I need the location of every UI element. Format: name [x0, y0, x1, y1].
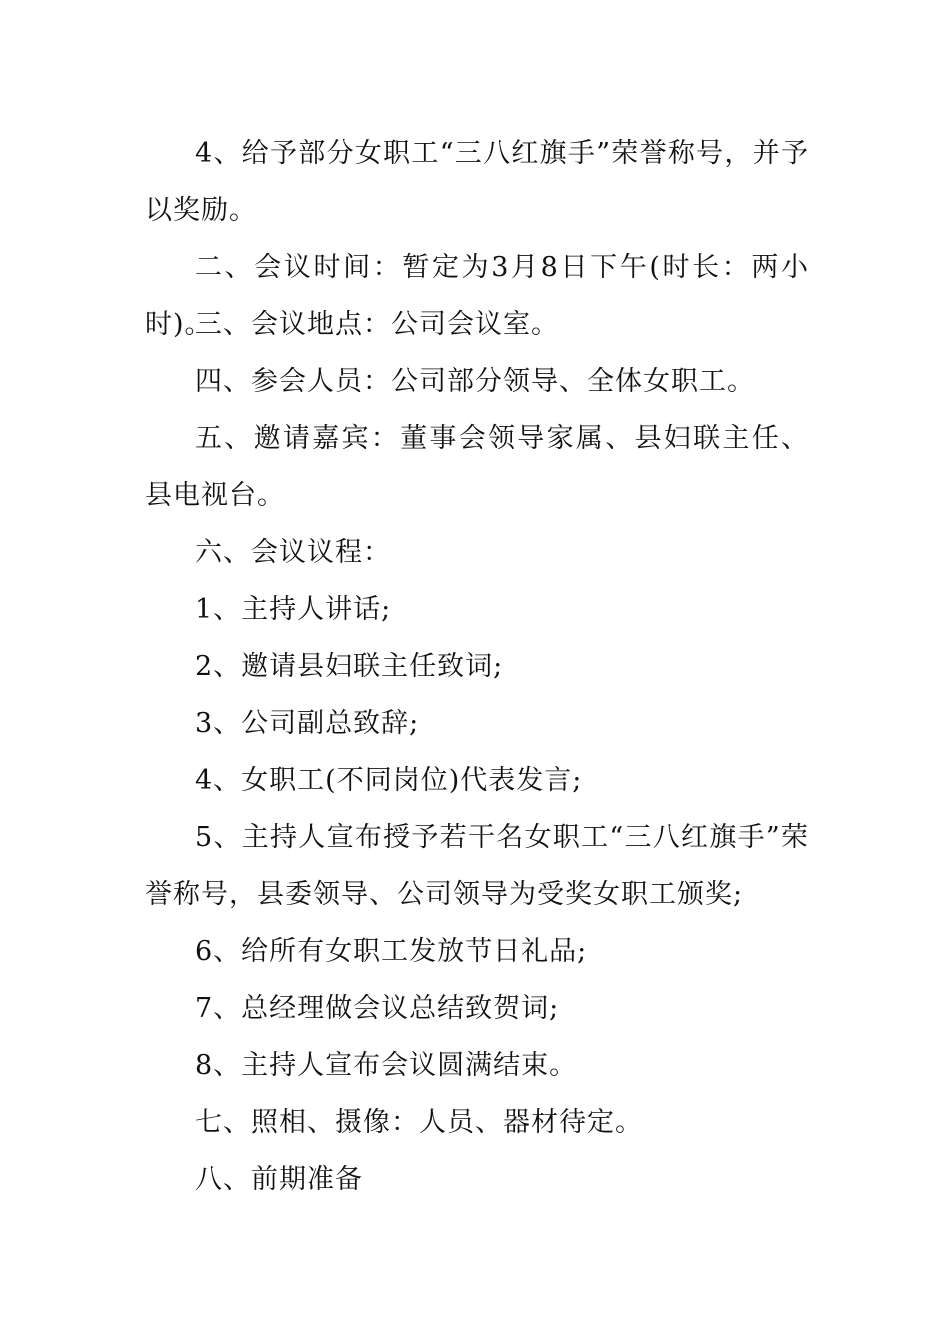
agenda-item-summary: 7、总经理做会议总结致贺词; [195, 993, 560, 1024]
paragraph-award-title: 4、给予部分女职工“三八红旗手”荣誉称号，并予以奖励。 [145, 138, 809, 226]
paragraph-meeting-time: 二、会议时间：暂定为3月8日下午(时长：两小时)。 [145, 252, 809, 340]
agenda-item-gifts: 6、给所有女职工发放节日礼品; [195, 936, 588, 967]
agenda-item-closing: 8、主持人宣布会议圆满结束。 [195, 1050, 578, 1081]
agenda-item-vp-speech: 3、公司副总致辞; [195, 708, 420, 739]
paragraph-meeting-location: 三、会议地点：公司会议室。 [195, 309, 559, 340]
paragraph-guests: 五、邀请嘉宾：董事会领导家属、县妇联主任、县电视台。 [145, 423, 809, 511]
paragraph-attendees: 四、参会人员：公司部分领导、全体女职工。 [195, 366, 755, 397]
paragraph-agenda-heading: 六、会议议程： [195, 537, 391, 568]
agenda-item-host-speech: 1、主持人讲话; [195, 594, 392, 625]
paragraph-preparation: 八、前期准备 [195, 1164, 363, 1195]
agenda-item-award-ceremony: 5、主持人宣布授予若干名女职工“三八红旗手”荣誉称号，县委领导、公司领导为受奖女职工颁奖; [145, 822, 809, 910]
paragraph-photography: 七、照相、摄像：人员、器材待定。 [195, 1107, 643, 1138]
agenda-item-federation-speech: 2、邀请县妇联主任致词; [195, 651, 504, 682]
agenda-item-representative-speech: 4、女职工(不同岗位)代表发言; [195, 765, 583, 796]
